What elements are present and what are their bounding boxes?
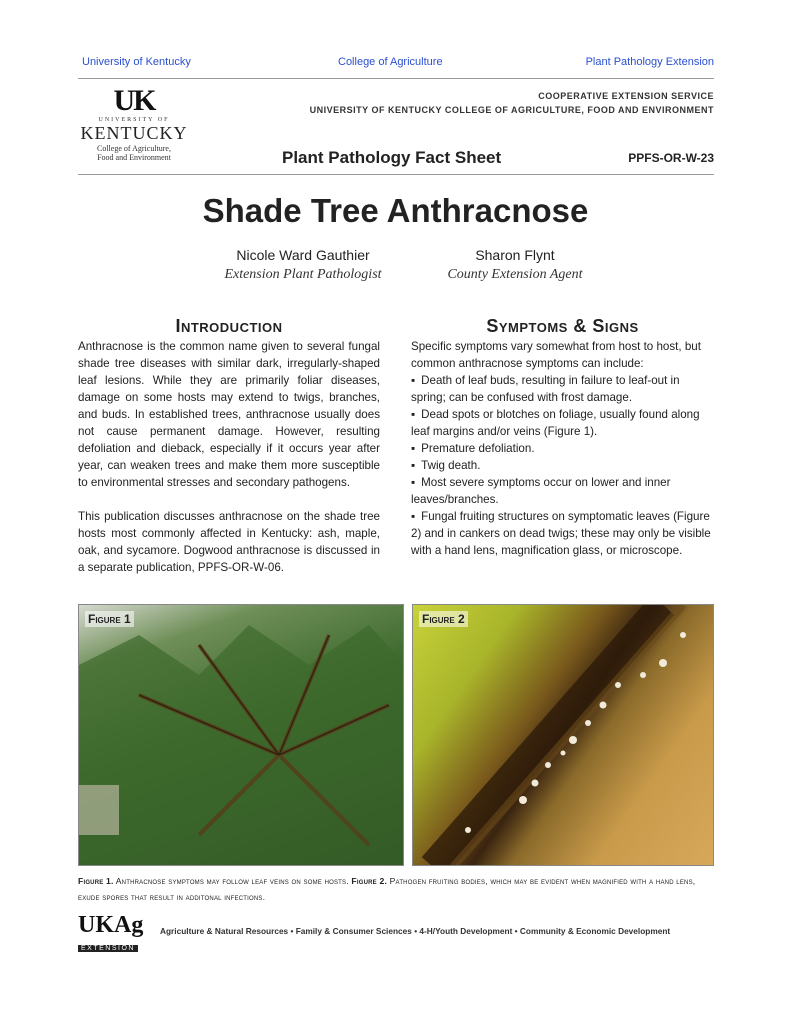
introduction-heading: Introduction — [175, 316, 283, 336]
figure-caption — [78, 873, 714, 905]
author-1-role: Extension Plant Pathologist — [224, 267, 382, 282]
cooperative-extension-header — [310, 89, 714, 117]
publication-code: PPFS-OR-W-23 — [628, 151, 714, 165]
header-divider — [78, 174, 714, 175]
logo-college-line2: Food and Environment — [97, 153, 171, 162]
figure-2-label: Figure 2 — [419, 611, 468, 627]
fact-sheet-title: Plant Pathology Fact Sheet — [282, 148, 502, 167]
coop-line2: UNIVERSITY OF KENTUCKY COLLEGE OF AGRICULTURE, FOOD AND ENVIRONMENT — [309, 105, 714, 115]
page-title: Shade Tree Anthracnose — [202, 192, 589, 229]
figure-1-photo — [78, 604, 404, 866]
logo-college-line1: College of Agriculture, — [97, 144, 171, 153]
symptoms-body — [411, 338, 714, 559]
symptom-item: ▪ Dead spots or blotches on foliage, usually found along leaf margins and/or veins (Figure 1). — [411, 406, 714, 440]
caption-1-ref: Figure 1. — [78, 876, 114, 886]
figure-1-label: Figure 1 — [85, 611, 134, 627]
symptom-item: ▪ Fungal fruiting structures on symptomatic leaves (Figure 2) and in cankers on dead twigs; these may only be visible with a hand lens, magnification glass, or microscope. — [411, 508, 714, 559]
author-2 — [405, 247, 625, 283]
caption-2-text: Pathogen fruiting bodies, which may be evident when magnified with a hand lens, exude spores that result in additonal infections. — [78, 876, 696, 902]
link-university[interactable]: University of Kentucky — [82, 56, 191, 68]
author-1 — [193, 247, 413, 283]
ukag-extension-logo — [78, 912, 154, 952]
ukag-logo-sub: EXTENSION — [78, 945, 138, 952]
uk-logo — [78, 86, 190, 168]
caption-1-text: Anthracnose symptoms may follow leaf veins on some hosts. — [115, 876, 349, 886]
top-divider — [78, 78, 714, 79]
footer-programs: Agriculture & Natural Resources • Family & Consumer Sciences • 4-H/Youth Development • Community & Economic Development — [160, 926, 671, 936]
top-links — [82, 56, 714, 72]
caption-2-ref: Figure 2. — [351, 876, 388, 886]
logo-state: KENTUCKY — [80, 123, 188, 143]
figure-2-photo — [412, 604, 714, 866]
symptom-item: ▪ Death of leaf buds, resulting in failure to leaf-out in spring; can be confused with frost damage. — [411, 372, 714, 406]
symptoms-heading: Symptoms & Signs — [486, 316, 639, 336]
fruiting-bodies-illustration — [413, 605, 714, 866]
author-2-role: County Extension Agent — [447, 267, 583, 282]
symptom-item: ▪ Most severe symptoms occur on lower and inner leaves/branches. — [411, 474, 714, 508]
symptoms-intro: Specific symptoms vary somewhat from host to host, but common anthracnose symptoms can include: — [411, 340, 701, 370]
symptom-item: ▪ Premature defoliation. — [411, 440, 714, 457]
ukag-logo-text: UKAg — [78, 912, 144, 938]
symptom-item: ▪ Twig death. — [411, 457, 714, 474]
logo-mark: UK — [113, 84, 155, 117]
coop-line1: COOPERATIVE EXTENSION SERVICE — [538, 91, 714, 101]
link-college[interactable]: College of Agriculture — [338, 56, 443, 68]
symptoms-list — [411, 372, 714, 559]
introduction-paragraph-1: Anthracnose is the common name given to several fungal shade tree diseases with similar dark, irregularly-shaped leaf lesions. While they are primarily foliar diseases, damage on some hosts may extend to twigs, branches, and buds. In established trees, anthracnose usually does not cause permanent damage. However, resulting defoliation and dieback, especially if it occurs year after year, can weaken trees and make them more susceptible to environmental stresses and secondary pathogens. — [78, 340, 380, 489]
introduction-body — [78, 338, 380, 593]
introduction-paragraph-2: This publication discusses anthracnose on the shade tree hosts most commonly affected in Kentucky: ash, maple, oak, and sycamore. Dogwood anthracnose is discussed in a separate publication, PPFS-OR-W-06. — [78, 510, 380, 574]
link-plant-pathology[interactable]: Plant Pathology Extension — [585, 56, 714, 68]
maple-leaf-illustration — [79, 605, 404, 866]
author-1-name: Nicole Ward Gauthier — [236, 247, 370, 263]
author-2-name: Sharon Flynt — [475, 247, 555, 263]
logo-university-line: UNIVERSITY OF — [98, 117, 170, 123]
